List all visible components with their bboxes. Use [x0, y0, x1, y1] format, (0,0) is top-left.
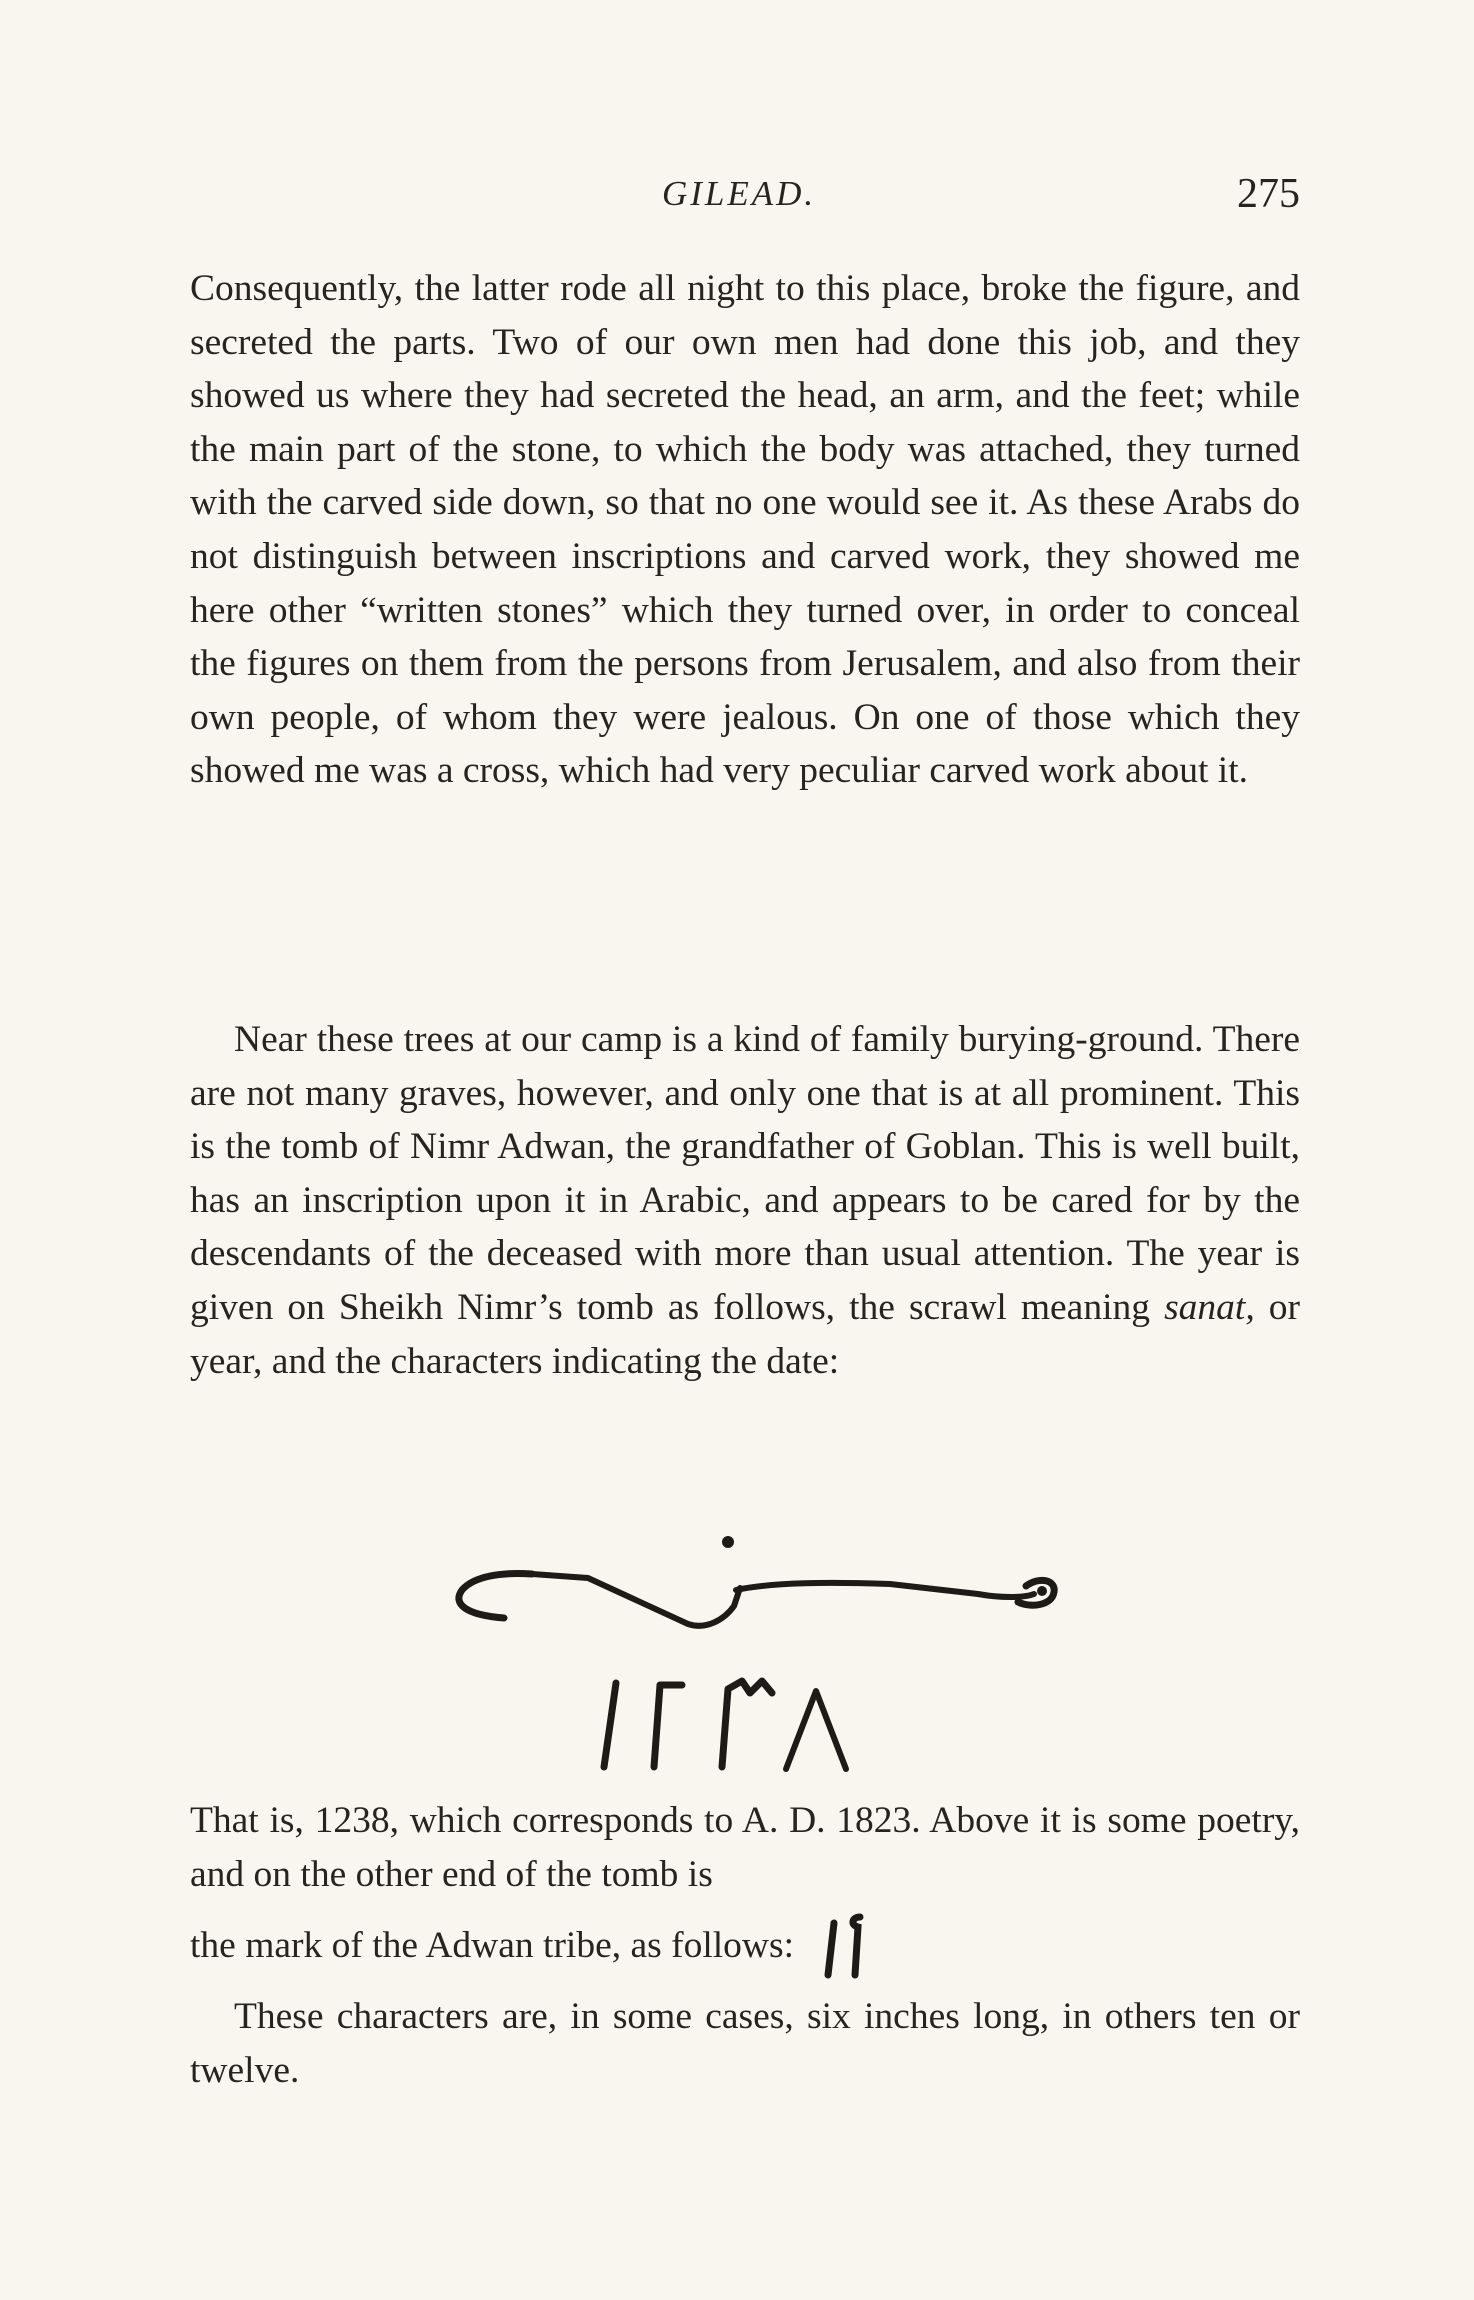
paragraph-consequently [190, 262, 1300, 798]
running-head [190, 170, 1300, 230]
paragraph-text-tail: the mark of the Adwan tribe, as follows: [190, 1925, 795, 1967]
sanat-scrawl-figure [440, 1520, 1070, 1640]
paragraph-text: These characters are, in some cases, six inches long, in others ten or twelve. [190, 1996, 1300, 2091]
italic-term-sanat: sanat, [1164, 1286, 1255, 1328]
page-number: 275 [1237, 171, 1300, 217]
paragraph-characters [190, 1990, 1300, 2097]
date-1238-figure [590, 1665, 890, 1775]
paragraph-text: Consequently, the latter rode all night to this place, broke the figure, and secreted the parts. Two of our own men had done this job, and they showed us where they had secreted the head, an arm, and the feet; while the main part of the stone, to which the body was attached, they turned with the carved side down, so that no one would see it. As these Arabs do not distinguish between inscriptions and carved work, they showed me here other “written stones” which they turned over, in order to conceal the figures on them from the persons from Jerusalem, and also from their own people, of whom they were jealous. On one of those which they showed me was a cross, which had very peculiar carved work about it. [190, 268, 1300, 792]
paragraph-that-is [190, 1794, 1300, 1991]
paragraph-text: Near these trees at our camp is a kind of family burying-ground. There are not many graves, however, and only one that is at all prominent. This is the tomb of Nimr Adwan, the grandfather of Goblan. This is well built, has an inscription upon it in Arabic, and appears to be cared for by the descendants of the deceased with more than usual attention. The year is given on Sheikh Nimr’s tomb as follows, the scrawl meaning [190, 1019, 1300, 1328]
paragraph-burying-ground [190, 1013, 1300, 1388]
paragraph-body [190, 1013, 1300, 1388]
tribe-mark-line [190, 1901, 1300, 1991]
paragraph-text: That is, 1238, which corresponds to A. D. 1823. Above it is some poetry, and on the other end of the tomb is [190, 1800, 1300, 1895]
tribe-mark-figure [822, 1911, 874, 1981]
running-title: GILEAD. [662, 174, 817, 213]
paragraph-text-tail: or year, and the characters indicating the date: [190, 1286, 1301, 1382]
